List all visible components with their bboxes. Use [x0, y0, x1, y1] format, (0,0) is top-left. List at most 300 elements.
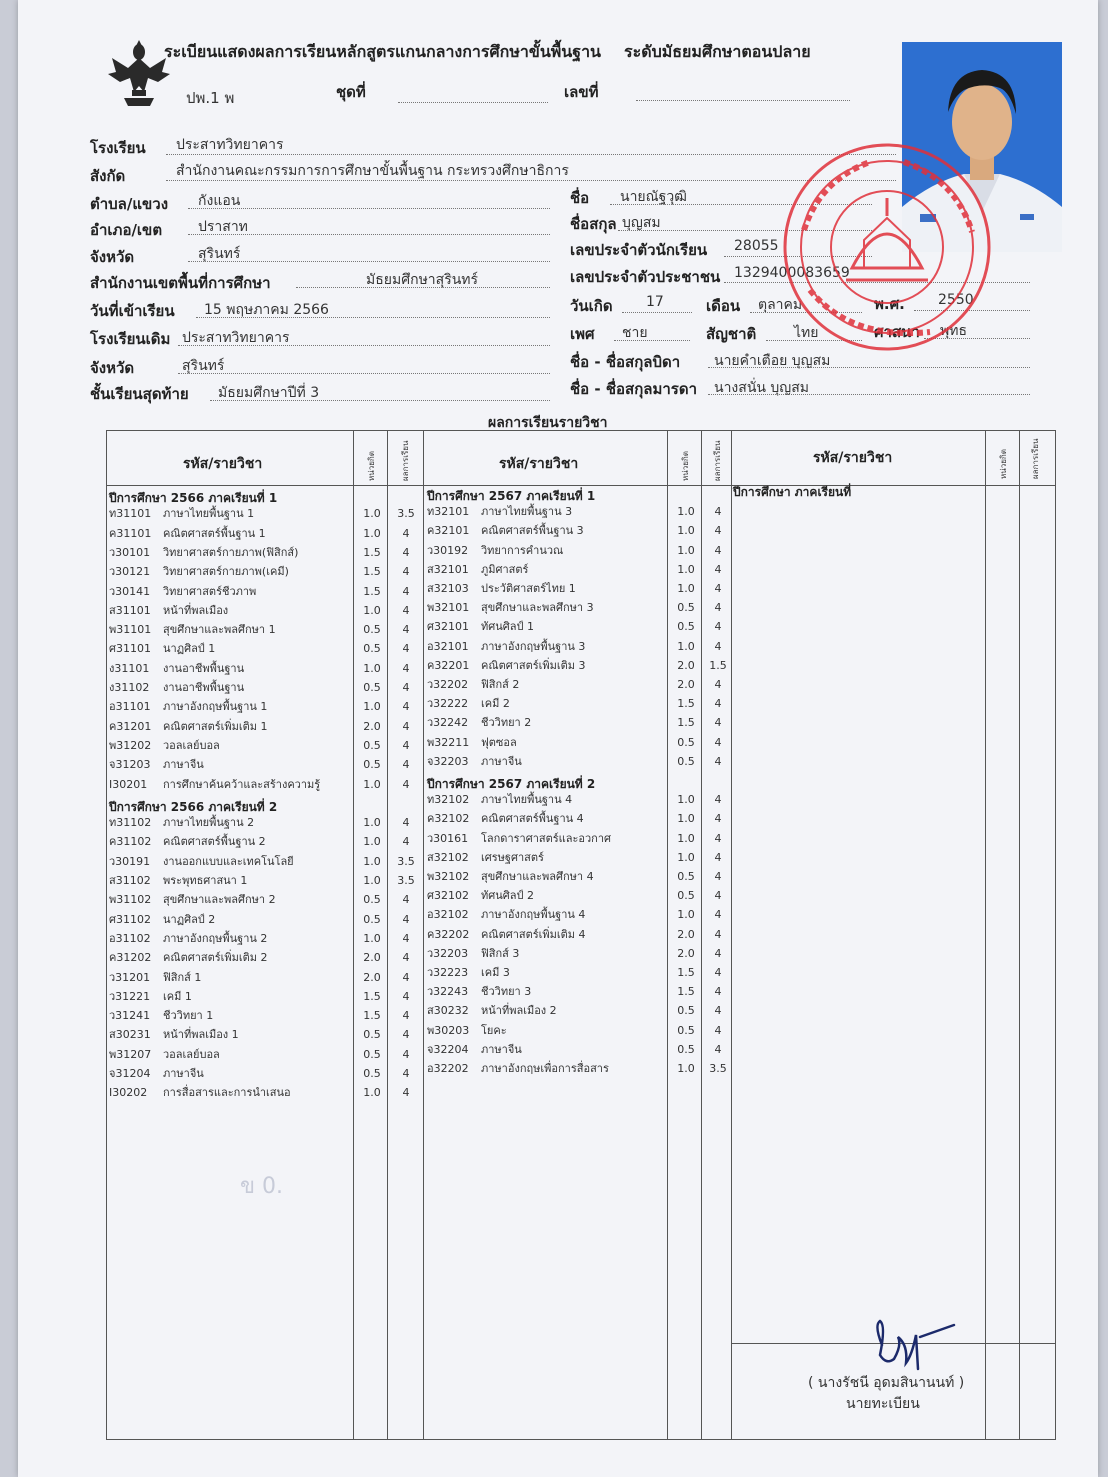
table-row	[427, 1021, 733, 1040]
subject-name: คณิตศาสตร์เพิ่มเติม 1	[163, 719, 268, 733]
name-label: ชื่อ	[570, 189, 590, 207]
credit-value: 1.0	[677, 505, 695, 519]
credit-value: 1.5	[363, 545, 381, 559]
table-row	[109, 948, 421, 967]
credit-value: 1.0	[363, 777, 381, 791]
subject-code: จ31203	[109, 758, 151, 772]
credit-value: 1.5	[363, 1009, 381, 1023]
grade-value: 4	[402, 893, 410, 907]
credit-value: 0.5	[677, 601, 695, 615]
credit-value: 1.5	[363, 989, 381, 1003]
sex-label: เพศ	[570, 325, 595, 343]
grade-value: 4	[714, 985, 722, 999]
grade-value: 4	[402, 835, 410, 849]
grade-value: 4	[402, 758, 410, 772]
credit-value: 1.0	[363, 507, 381, 521]
table-row	[427, 579, 733, 598]
subject-name: ภาษาอังกฤษพื้นฐาน 2	[163, 931, 268, 945]
mother-line	[708, 394, 1030, 395]
table-row	[427, 829, 733, 848]
subject-name: สุขศึกษาและพลศึกษา 3	[481, 601, 594, 615]
subject-name: โลกดาราศาสตร์และอวกาศ	[481, 831, 611, 845]
credit-value: 0.5	[363, 893, 381, 907]
prev-school-value: ประสาทวิทยาคาร	[182, 330, 290, 346]
credit-value: 1.0	[677, 562, 695, 576]
credit-value: 2.0	[363, 719, 381, 733]
subject-name: คณิตศาสตร์พื้นฐาน 3	[481, 524, 584, 538]
grade-value: 4	[402, 1028, 410, 1042]
col1-header-credit: หน่วยกิต	[367, 451, 376, 481]
grade-value: 1.5	[709, 658, 727, 672]
semester-heading: ปีการศึกษา 2567 ภาคเรียนที่ 2	[427, 777, 596, 791]
subject-name: สุขศึกษาและพลศึกษา 2	[163, 893, 276, 907]
subject-name: ภาษาไทยพื้นฐาน 4	[481, 793, 573, 807]
col2-header-grade: ผลการเรียน	[713, 440, 722, 481]
subject-code: อ31101	[109, 700, 151, 714]
credit-value: 0.5	[677, 1023, 695, 1037]
subject-name: ทัศนศิลป์ 2	[481, 889, 534, 903]
subject-code: พ30203	[427, 1023, 470, 1037]
document-title: ระเบียนแสดงผลการเรียนหลักสูตรแกนกลางการศึกษาขั้นพื้นฐาน	[164, 42, 601, 61]
enroll-date-label: วันที่เข้าเรียน	[90, 302, 175, 320]
subject-name: ภาษาอังกฤษพื้นฐาน 3	[481, 639, 586, 653]
table-row	[109, 890, 421, 909]
garuda-emblem-icon	[106, 38, 172, 108]
grade-value: 4	[402, 816, 410, 830]
district-line	[188, 234, 550, 235]
subject-code: ค32202	[427, 927, 470, 941]
table-row	[109, 524, 421, 543]
subject-code: ค32201	[427, 658, 470, 672]
subject-code: อ32202	[427, 1062, 469, 1075]
subject-code: ส32103	[427, 582, 469, 595]
subject-code: พ32102	[427, 870, 470, 883]
grade-value: 4	[402, 931, 410, 945]
subject-code: จ32203	[427, 754, 469, 768]
table-row	[427, 925, 733, 944]
table-row	[427, 963, 733, 982]
subject-code: อ31102	[109, 931, 151, 945]
credit-value: 1.0	[677, 812, 695, 826]
grade-value: 4	[714, 1042, 722, 1056]
table-row	[109, 504, 421, 523]
subject-name: ภาษาจีน	[481, 1042, 522, 1056]
grade-value: 4	[714, 716, 722, 730]
table-row	[109, 929, 421, 948]
subject-code: พ31202	[109, 738, 152, 752]
credit-value: 1.0	[363, 931, 381, 945]
subject-name: ชีววิทยา 1	[163, 1009, 214, 1023]
grade-value: 4	[714, 1023, 722, 1037]
grade-value: 4	[714, 524, 722, 538]
credit-value: 0.5	[363, 1047, 381, 1061]
subject-name: งานอาชีพพื้นฐาน	[163, 681, 245, 694]
subject-name: หน้าที่พลเมือง 2	[481, 1004, 557, 1018]
student-id-label: เลขประจำตัวนักเรียน	[570, 241, 708, 259]
subject-name: ชีววิทยา 2	[481, 716, 532, 730]
subject-name: ภาษาอังกฤษพื้นฐาน 4	[481, 908, 586, 922]
grade-value: 4	[402, 1086, 410, 1100]
subject-name: ภาษาไทยพื้นฐาน 2	[163, 816, 255, 830]
subject-name: ภาษาจีน	[163, 758, 204, 772]
table-row	[427, 752, 733, 771]
subject-name: ภาษาอังกฤษเพื่อการสื่อสาร	[481, 1062, 609, 1075]
credit-value: 0.5	[677, 1042, 695, 1056]
grade-value: 4	[402, 1047, 410, 1061]
surname-value: บุญสม	[622, 215, 661, 231]
table-row	[109, 910, 421, 929]
grade-value: 4	[714, 889, 722, 903]
grade-value: 4	[714, 927, 722, 941]
table-row	[427, 521, 733, 540]
grade-value: 4	[714, 620, 722, 634]
credit-value: 1.0	[363, 1086, 381, 1100]
subject-name: งานอาชีพพื้นฐาน	[163, 661, 245, 675]
subject-code: ว31201	[109, 970, 151, 984]
subject-code: ว30191	[109, 854, 151, 868]
subject-code: ว30161	[427, 831, 469, 845]
grade-value: 4	[714, 697, 722, 711]
grade-value: 4	[402, 565, 410, 579]
grade-value: 4	[714, 735, 722, 749]
table-row	[109, 736, 421, 755]
province-label: จังหวัด	[90, 248, 135, 266]
birth-month-label: เดือน	[706, 297, 741, 315]
credit-value: 1.0	[677, 793, 695, 807]
subject-code: ว30101	[109, 545, 151, 559]
credit-value: 1.5	[677, 985, 695, 999]
table-row	[109, 697, 421, 716]
school-label: โรงเรียน	[90, 139, 146, 157]
grade-value: 4	[714, 505, 722, 519]
credit-value: 0.5	[363, 1067, 381, 1080]
credit-value: 0.5	[363, 912, 381, 926]
affiliation-label: สังกัด	[90, 167, 126, 185]
col3-header-subject: รหัส/รายวิชา	[813, 450, 893, 466]
grade-value: 4	[402, 989, 410, 1003]
credit-value: 1.0	[677, 1062, 695, 1075]
subject-name: ภาษาจีน	[481, 754, 522, 768]
father-value: นายคำเตือย บุญสม	[714, 353, 831, 369]
subject-code: ว32222	[427, 697, 469, 711]
sex-value: ชาย	[622, 325, 648, 341]
credit-value: 1.0	[677, 543, 695, 557]
subject-code: อ32101	[427, 639, 469, 653]
subject-name: คณิตศาสตร์เพิ่มเติม 2	[163, 951, 268, 965]
grade-value: 3.5	[397, 854, 415, 868]
subject-code: พ32211	[427, 735, 470, 749]
grade-value: 4	[402, 681, 410, 694]
table-row	[427, 1040, 733, 1059]
area-office-label: สำนักงานเขตพื้นที่การศึกษา	[90, 274, 271, 292]
table-row	[109, 717, 421, 736]
table-row	[427, 560, 733, 579]
subject-name: สุขศึกษาและพลศึกษา 4	[481, 870, 594, 883]
subject-code: ท32101	[427, 505, 470, 519]
subject-code: ค31101	[109, 526, 152, 540]
subject-code: ว32242	[427, 716, 469, 730]
grade-value: 3.5	[397, 874, 415, 887]
credit-value: 1.0	[363, 661, 381, 675]
table-row	[109, 639, 421, 658]
prev-province-label: จังหวัด	[90, 359, 135, 377]
subject-name: วอลเลย์บอล	[163, 738, 220, 752]
credit-value: 1.5	[363, 584, 381, 598]
table-row	[427, 656, 733, 675]
credit-value: 1.0	[363, 700, 381, 714]
subject-name: คณิตศาสตร์เพิ่มเติม 4	[481, 927, 586, 941]
credit-value: 1.0	[677, 831, 695, 845]
subject-name: นาฏศิลป์ 2	[163, 912, 216, 926]
subject-code: ส30231	[109, 1028, 151, 1042]
document-level: ระดับมัธยมศึกษาตอนปลาย	[624, 42, 811, 61]
subject-name: เคมี 1	[163, 989, 192, 1003]
credit-value: 0.5	[677, 754, 695, 768]
subject-name: ภาษาอังกฤษพื้นฐาน 1	[163, 700, 268, 714]
subject-code: อ32102	[427, 908, 469, 922]
subject-code: ง31101	[109, 661, 150, 675]
grade-value: 4	[402, 623, 410, 637]
mother-value: นางสนั่น บุญสม	[714, 380, 809, 396]
col2-header-subject: รหัส/รายวิชา	[499, 456, 579, 472]
student-id-value: 28055	[734, 238, 779, 254]
table-row	[427, 713, 733, 732]
subject-code: ว32223	[427, 966, 469, 979]
table-row	[109, 1006, 421, 1025]
credit-value: 1.0	[363, 874, 381, 887]
subject-code: ค32101	[427, 524, 470, 538]
table-row	[427, 637, 733, 656]
subject-name: วิทยาศาสตร์กายภาพ(ฟิสิกส์)	[163, 545, 299, 559]
prev-school-label: โรงเรียนเดิม	[90, 330, 171, 348]
col1-header-grade: ผลการเรียน	[401, 440, 410, 481]
col2-header-credit: หน่วยกิต	[681, 451, 690, 481]
table-row	[109, 582, 421, 601]
subject-code: ส32102	[427, 850, 469, 864]
subject-code: ท31102	[109, 816, 152, 830]
table-row	[109, 659, 421, 678]
father-label: ชื่อ - ชื่อสกุลบิดา	[570, 353, 681, 371]
grade-value: 3.5	[397, 507, 415, 521]
number-label: เลขที่	[564, 83, 599, 101]
area-office-value: มัธยมศึกษาสุรินทร์	[366, 272, 479, 288]
credit-value: 1.0	[363, 526, 381, 540]
set-line	[398, 102, 548, 103]
table-row	[109, 601, 421, 620]
credit-value: 2.0	[363, 951, 381, 965]
subject-name: คณิตศาสตร์พื้นฐาน 2	[163, 835, 266, 849]
table-row	[427, 1059, 733, 1078]
religion-value: พุทธ	[940, 323, 968, 339]
subdistrict-value: กังแอน	[198, 193, 241, 209]
subject-code: ส31102	[109, 874, 151, 887]
subject-code: ว31241	[109, 1009, 151, 1023]
citizen-id-value: 1329400083659	[734, 265, 850, 281]
sex-line	[614, 340, 690, 341]
subject-name: คณิตศาสตร์พื้นฐาน 4	[481, 812, 584, 826]
credit-value: 0.5	[363, 1028, 381, 1042]
subject-name: วอลเลย์บอล	[163, 1047, 220, 1061]
credit-value: 1.0	[363, 835, 381, 849]
col3-header-grade: ผลการเรียน	[1031, 438, 1040, 479]
col2-divider	[423, 431, 424, 1439]
grade-value: 4	[402, 584, 410, 598]
subject-code: I30201	[109, 777, 148, 791]
subject-code: พ31207	[109, 1047, 152, 1061]
credit-value: 0.5	[363, 681, 381, 694]
prev-school-line	[178, 345, 550, 346]
credit-value: 1.0	[677, 850, 695, 864]
credit-value: 0.5	[363, 758, 381, 772]
semester-heading: ปีการศึกษา 2566 ภาคเรียนที่ 1	[109, 491, 278, 505]
subject-code: ส32101	[427, 562, 469, 576]
col3-semester-heading: ปีการศึกษา ภาคเรียนที่	[733, 485, 852, 499]
table-row	[109, 678, 421, 697]
nationality-label: สัญชาติ	[706, 325, 757, 343]
prev-province-line	[178, 373, 550, 374]
credit-value: 0.5	[677, 620, 695, 634]
table-row	[109, 871, 421, 890]
subject-name: ฟิสิกส์ 2	[481, 678, 520, 691]
subject-code: ว30192	[427, 543, 469, 557]
birth-year-value: 2550	[938, 292, 974, 308]
credit-value: 1.0	[677, 524, 695, 538]
credit-value: 1.5	[363, 565, 381, 579]
col3-grade-divider	[1019, 431, 1020, 1439]
grade-value: 4	[402, 719, 410, 733]
subject-name: เศรษฐศาสตร์	[481, 850, 544, 864]
table-row	[109, 1045, 421, 1064]
credit-value: 1.5	[677, 716, 695, 730]
table-row	[427, 617, 733, 636]
subject-code: ศ32101	[427, 620, 469, 634]
father-line	[708, 367, 1030, 368]
table-row	[427, 944, 733, 963]
table-row	[427, 694, 733, 713]
birth-day-line	[622, 312, 692, 313]
table-row	[427, 598, 733, 617]
registrar-signature	[868, 1315, 958, 1375]
credit-value: 1.0	[677, 908, 695, 922]
table-row	[427, 905, 733, 924]
subject-name: ภาษาไทยพื้นฐาน 3	[481, 505, 573, 519]
subject-code: ค31202	[109, 951, 152, 965]
grade-value: 4	[402, 700, 410, 714]
transcript-page	[18, 0, 1098, 1477]
province-line	[188, 261, 550, 262]
grade-value: 4	[714, 543, 722, 557]
last-grade-line	[210, 400, 550, 401]
grade-value: 4	[714, 601, 722, 615]
birth-month-value: ตุลาคม	[758, 297, 803, 313]
subject-name: คณิตศาสตร์เพิ่มเติม 3	[481, 658, 586, 672]
credit-value: 0.5	[363, 738, 381, 752]
subject-code: ว32243	[427, 985, 469, 999]
table-row	[427, 886, 733, 905]
table-row	[427, 675, 733, 694]
subject-code: พ31102	[109, 893, 152, 907]
subject-name: เคมี 2	[481, 697, 510, 711]
credit-value: 0.5	[677, 870, 695, 883]
birth-day-label: วันเกิด	[570, 297, 613, 315]
subject-code: ค32102	[427, 812, 470, 826]
col1-header-subject: รหัส/รายวิชา	[183, 456, 263, 472]
subject-name: ฟุตซอล	[481, 735, 517, 749]
subject-code: ง31102	[109, 681, 150, 694]
birth-day-value: 17	[646, 294, 664, 310]
col3-credit-divider	[985, 431, 986, 1439]
subject-code: ว32203	[427, 946, 469, 960]
subject-name: ภาษาจีน	[163, 1067, 204, 1080]
results-title: ผลการเรียนรายวิชา	[488, 415, 608, 431]
table-row	[109, 968, 421, 987]
table-row	[109, 987, 421, 1006]
grade-value: 4	[714, 754, 722, 768]
table-row	[427, 733, 733, 752]
table-row	[109, 562, 421, 581]
credit-value: 0.5	[363, 623, 381, 637]
subject-code: ค31201	[109, 719, 152, 733]
subject-name: งานออกแบบและเทคโนโลยี	[163, 854, 294, 868]
subject-name: หน้าที่พลเมือง 1	[163, 1028, 239, 1042]
name-value: นายณัฐวุฒิ	[620, 189, 687, 205]
subject-name: ภูมิศาสตร์	[481, 562, 529, 576]
grade-value: 4	[402, 951, 410, 965]
grade-value: 4	[402, 545, 410, 559]
subject-name: คณิตศาสตร์พื้นฐาน 1	[163, 526, 266, 540]
last-grade-label: ชั้นเรียนสุดท้าย	[90, 385, 189, 403]
grade-value: 4	[402, 661, 410, 675]
credit-value: 2.0	[363, 970, 381, 984]
subject-name: โยคะ	[481, 1023, 507, 1037]
registrar-name: ( นางรัชนี อุดมสินานนท์ )	[808, 1375, 965, 1391]
results-table	[106, 430, 1056, 1440]
grade-value: 4	[714, 1004, 722, 1018]
subject-code: I30202	[109, 1086, 148, 1100]
subject-name: นาฏศิลป์ 1	[163, 642, 216, 656]
subject-name: วิทยาศาสตร์กายภาพ(เคมี)	[163, 565, 289, 579]
grade-value: 4	[714, 678, 722, 691]
subject-name: ทัศนศิลป์ 1	[481, 620, 534, 634]
credit-value: 2.0	[677, 946, 695, 960]
credit-value: 2.0	[677, 927, 695, 941]
grade-value: 4	[402, 738, 410, 752]
form-code: ปพ.1 พ	[186, 89, 235, 107]
credit-value: 0.5	[677, 889, 695, 903]
subject-code: ส30232	[427, 1004, 469, 1018]
subdistrict-label: ตำบล/แขวง	[90, 195, 169, 213]
subject-name: การศึกษาค้นคว้าและสร้างความรู้	[163, 777, 321, 791]
prev-province-value: สุรินทร์	[182, 358, 225, 374]
subject-code: ส31101	[109, 603, 151, 617]
subject-name: การสื่อสารและการนำเสนอ	[163, 1086, 291, 1100]
credit-value: 1.5	[677, 697, 695, 711]
number-line	[636, 100, 850, 101]
grade-value: 4	[714, 946, 722, 960]
col3-header-credit: หน่วยกิต	[999, 449, 1008, 479]
subject-name: ฟิสิกส์ 3	[481, 946, 520, 960]
grade-value: 4	[402, 970, 410, 984]
table-row	[109, 852, 421, 871]
credit-value: 2.0	[677, 658, 695, 672]
table-row	[109, 620, 421, 639]
table-row	[109, 1083, 421, 1102]
credit-value: 1.0	[363, 816, 381, 830]
subject-name: หน้าที่พลเมือง	[163, 603, 229, 617]
grade-value: 4	[714, 966, 722, 979]
subject-name: พระพุทธศาสนา 1	[163, 874, 248, 887]
grade-value: 4	[402, 1009, 410, 1023]
